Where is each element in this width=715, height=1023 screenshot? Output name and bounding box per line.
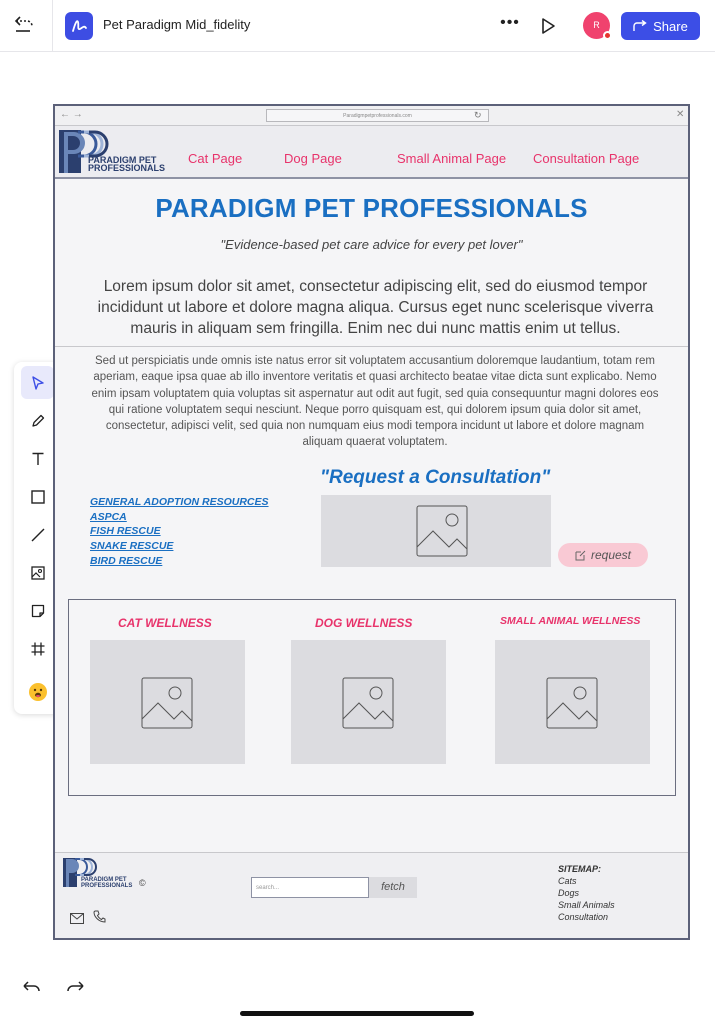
- footer-search-input[interactable]: search...: [251, 877, 369, 898]
- link-snake-rescue[interactable]: SNAKE RESCUE: [90, 540, 174, 553]
- undo-icon[interactable]: [21, 978, 41, 998]
- link-fish-rescue[interactable]: FISH RESCUE: [90, 525, 161, 538]
- logo-line-1: PARADIGM PET: [88, 155, 157, 165]
- reload-icon: ↻: [474, 110, 482, 120]
- email-icon[interactable]: [70, 911, 84, 929]
- hero-title: PARADIGM PET PROFESSIONALS: [155, 193, 588, 223]
- user-avatar[interactable]: R: [583, 12, 610, 39]
- logo-wordmark: [88, 156, 165, 172]
- wireframe-browser-frame[interactable]: [53, 104, 690, 940]
- frame-icon[interactable]: [21, 632, 54, 665]
- app-logo-icon[interactable]: [65, 12, 93, 40]
- nav-consultation-page[interactable]: Consultation Page: [533, 151, 640, 166]
- site-footer: [55, 852, 688, 938]
- share-button[interactable]: [621, 12, 700, 40]
- share-label: Share: [653, 18, 688, 34]
- emoji-icon[interactable]: [21, 675, 54, 708]
- browser-bar: [55, 106, 688, 126]
- wellness-section: [68, 599, 676, 796]
- share-icon: [633, 20, 647, 32]
- present-play-icon[interactable]: [535, 13, 561, 39]
- wellness-title-small-animal: SMALL ANIMAL WELLNESS: [500, 615, 641, 627]
- logo-line-2: PROFESSIONALS: [88, 163, 166, 173]
- small-animal-wellness-image: [495, 640, 650, 764]
- more-options-icon[interactable]: •••: [500, 14, 520, 31]
- browser-nav-arrows-icon: ← →: [60, 109, 83, 120]
- request-label: request: [590, 548, 632, 562]
- footer-logo: [62, 857, 142, 891]
- wellness-title-dog: DOG WELLNESS: [315, 616, 413, 630]
- sitemap-link-cats[interactable]: Cats: [558, 876, 577, 886]
- image-placeholder-icon: [291, 640, 446, 764]
- request-button[interactable]: [558, 543, 648, 567]
- back-to-boards-icon[interactable]: [10, 12, 38, 40]
- fetch-button[interactable]: fetch: [369, 877, 417, 898]
- phone-icon[interactable]: [93, 910, 106, 928]
- divider: [52, 0, 53, 52]
- image-placeholder-icon: [90, 640, 245, 764]
- edit-icon: [575, 550, 586, 561]
- dog-wellness-image: [291, 640, 446, 764]
- presence-indicator: [603, 31, 612, 40]
- nav-small-animal-page[interactable]: Small Animal Page: [397, 151, 507, 166]
- hero-section: [55, 179, 688, 347]
- pointer-icon[interactable]: [21, 366, 54, 399]
- sitemap-link-dogs[interactable]: Dogs: [558, 888, 580, 898]
- pencil-icon[interactable]: [21, 404, 54, 437]
- nav-cat-page[interactable]: Cat Page: [188, 151, 243, 166]
- hero-body: Lorem ipsum dolor sit amet, consectetur adipiscing elit, sed do eiusmod tempor incididunt ut labore et dolore magna aliqua. Cursus eget nunc scelerisque viverra mauris in aliquam sem fringilla. Enim nec dui nunc mattis enim ut tellus.: [97, 278, 654, 337]
- close-icon: ✕: [676, 109, 685, 120]
- url-bar: Paradigmpetprofessionals.com: [266, 109, 489, 122]
- rectangle-icon[interactable]: [21, 480, 54, 513]
- image-placeholder-icon: [495, 640, 650, 764]
- text-icon[interactable]: [21, 442, 54, 475]
- link-general-adoption[interactable]: GENERAL ADOPTION RESOURCES: [90, 496, 269, 508]
- site-navbar: [55, 126, 688, 179]
- line-icon[interactable]: [21, 518, 54, 551]
- image-placeholder-icon: [321, 495, 551, 567]
- site-logo: [58, 128, 178, 176]
- wellness-title-cat: CAT WELLNESS: [118, 616, 212, 630]
- copyright-icon: ©: [139, 878, 146, 888]
- app-header: [0, 0, 715, 52]
- link-bird-rescue[interactable]: BIRD RESCUE: [90, 554, 163, 567]
- resource-links: [90, 495, 269, 569]
- home-indicator: [240, 1011, 474, 1016]
- footer-logo-line-1: PARADIGM PET: [81, 877, 127, 883]
- sitemap-title: SITEMAP:: [558, 864, 602, 874]
- sitemap-link-consultation[interactable]: Consultation: [558, 912, 609, 922]
- cat-wellness-image: [90, 640, 245, 764]
- nav-dog-page[interactable]: Dog Page: [284, 151, 342, 166]
- consultation-image-placeholder: [321, 495, 551, 567]
- redo-icon[interactable]: [66, 978, 86, 998]
- intro-paragraph: Sed ut perspiciatis unde omnis iste natus error sit voluptatem accusantium doloremque laudantium, totam rem aperiam, eaque ipsa quae ab illo inventore veritatis et quasi architecto beatae vitae dicta sunt explicabo. Nemo enim ipsam voluptatem quia voluptas sit aspernatur aut odit aut fugit, sed quia consequuntur magni dolores eos qui ratione voluptatem sequi nesciunt. Neque porro quisquam est, qui dolorem ipsum quia dolor sit amet, consectetur, adipisci velit, sed quia non numquam eius modi tempora incidunt ut labore et dolore magnam aliquam quaerat voluptatem.: [91, 355, 659, 449]
- footer-logo-wordmark: [81, 877, 132, 889]
- image-icon[interactable]: [21, 556, 54, 589]
- sitemap-link-small-animals[interactable]: Small Animals: [558, 900, 615, 910]
- document-title[interactable]: Pet Paradigm Mid_fidelity: [103, 17, 251, 32]
- link-aspca[interactable]: ASPCA: [90, 510, 127, 523]
- consultation-heading: "Request a Consultation": [320, 467, 551, 488]
- footer-logo-line-2: PROFESSIONALS: [81, 883, 133, 889]
- sticky-note-icon[interactable]: [21, 594, 54, 627]
- hero-tagline: "Evidence-based pet care advice for every pet lover": [220, 237, 523, 252]
- sitemap: [558, 863, 615, 923]
